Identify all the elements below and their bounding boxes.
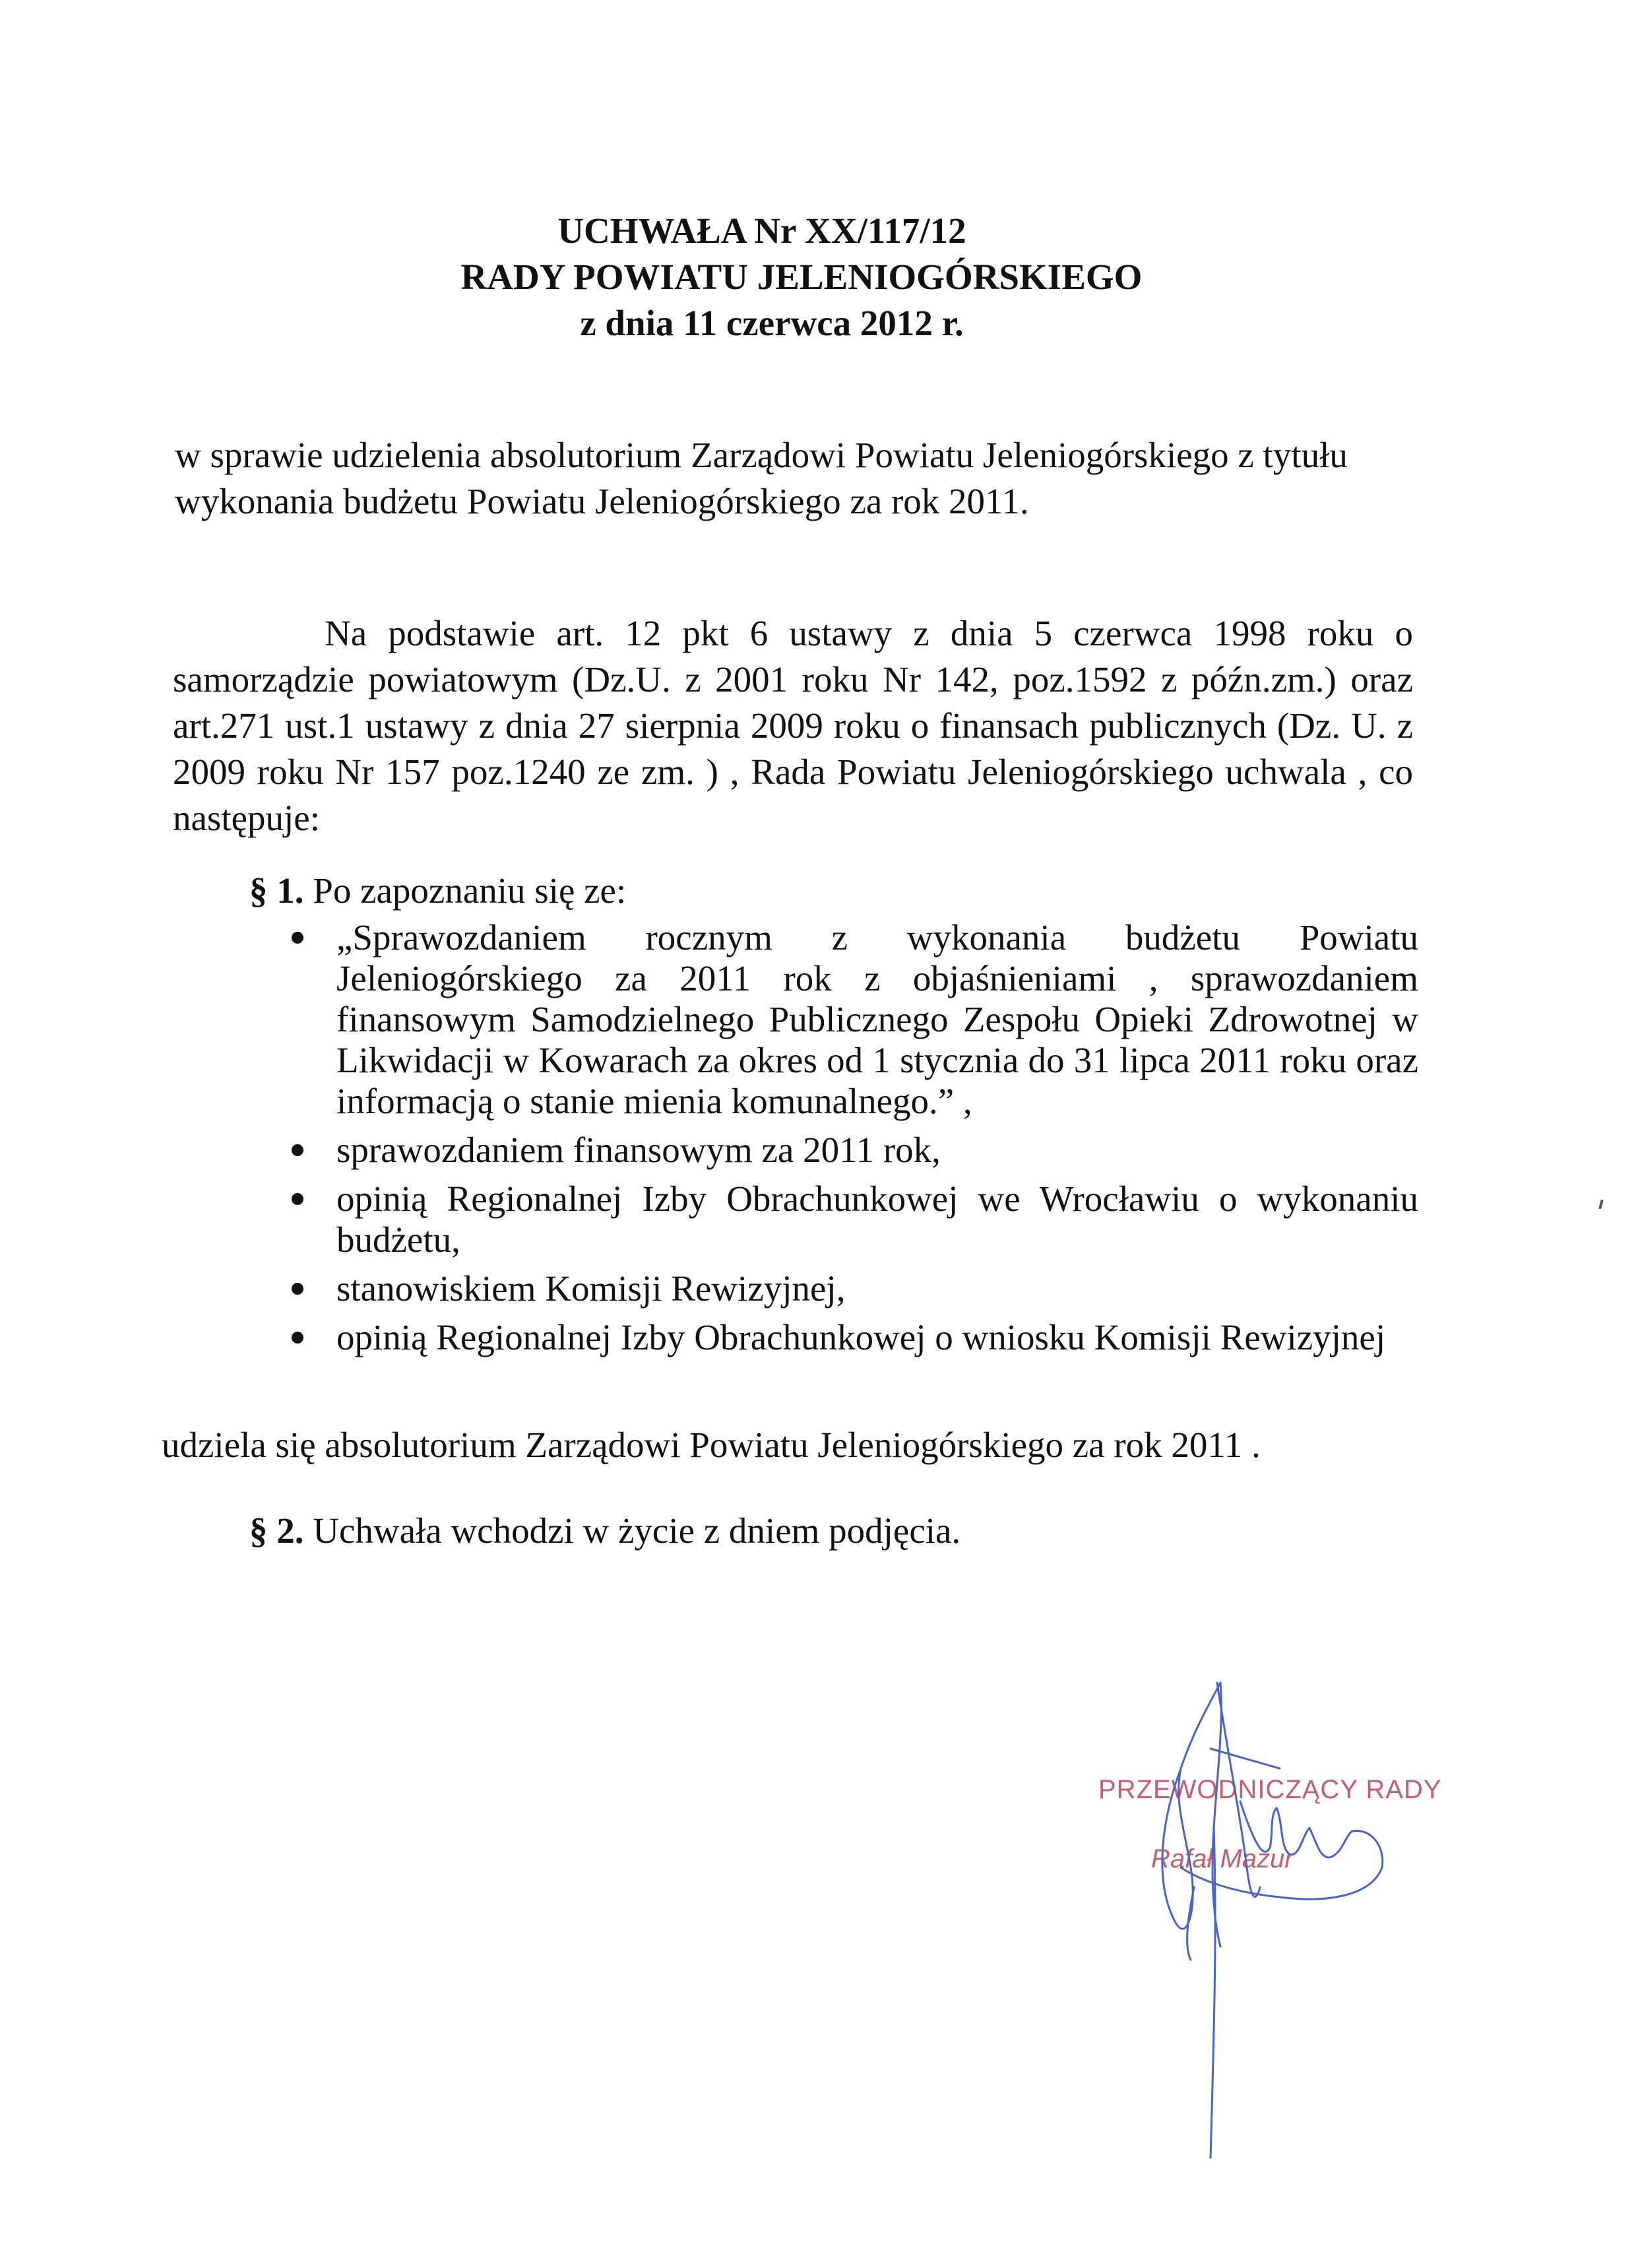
stamp-name: Rafał Mazur (1151, 1844, 1294, 1873)
signature-block (1082, 1669, 1478, 2171)
title-line-council: RADY POWIATU JELENIOGÓRSKIEGO (460, 257, 1143, 297)
bullet-text: opinią Regionalnej Izby Obrachunkowej o wniosku Komisji Rewizyjnej (336, 1317, 1386, 1357)
bullet-item (284, 1130, 1418, 1171)
bullet-dot-icon (292, 1144, 303, 1156)
bullet-dot-icon (292, 1332, 303, 1344)
section-1-intro: Po zapoznaniu się ze: (313, 870, 627, 911)
bullet-text: opinią Regionalnej Izby Obrachunkowej we Wrocławiu o wykonaniu budżetu, (336, 1179, 1418, 1260)
bullet-text: „Sprawozdaniem rocznym z wykonania budżetu Powiatu Jeleniogórskiego za 2011 rok z objaśnieniami , sprawozdaniem finansowym Samodzielnego Publicznego Zespołu Opieki Zdrowotnej w Likwidacji w Kowarach za okres od 1 stycznia do 31 lipca 2011 roku oraz informacją o stanie mienia komunalnego.” , (336, 917, 1418, 1121)
bullet-dot-icon (292, 1193, 303, 1205)
section-1-conclusion: udziela się absolutorium Zarządowi Powiatu Jeleniogórskiego za rok 2011 . (162, 1425, 1261, 1465)
legal-basis (173, 610, 1413, 841)
bullet-item (284, 1268, 1418, 1309)
section-2-number: § 2. (249, 1510, 304, 1551)
section-1-number: § 1. (249, 870, 304, 911)
stamp-title: PRZEWODNICZĄCY RADY (1098, 1775, 1442, 1804)
resolution-title (0, 208, 1636, 346)
bullet-item (284, 917, 1418, 1122)
subject-line-1: w sprawie udzielenia absolutorium Zarządowi Powiatu Jeleniogórskiego z tytułu (175, 435, 1348, 475)
section-1-heading (249, 868, 626, 914)
subject-line-2: wykonania budżetu Powiatu Jeleniogórskiego za rok 2011. (175, 481, 1029, 521)
bullet-text: sprawozdaniem finansowym za 2011 rok, (336, 1130, 941, 1170)
bullet-item (284, 1179, 1418, 1260)
bullet-dot-icon (292, 1283, 303, 1295)
scan-mark (1598, 1200, 1603, 1210)
section-2 (249, 1508, 960, 1554)
handwritten-signature-icon (1082, 1669, 1478, 2171)
bullet-dot-icon (292, 932, 303, 944)
section-2-text: Uchwała wchodzi w życie z dniem podjęcia. (313, 1510, 961, 1551)
resolution-subject (175, 432, 1428, 525)
bullet-item (284, 1317, 1418, 1358)
legal-basis-text: Na podstawie art. 12 pkt 6 ustawy z dnia 5 czerwca 1998 roku o samorządzie powiatowym (Dz.U. z 2001 roku Nr 142, poz.1592 z późn.zm.) oraz art.271 ust.1 ustawy z dnia 27 sierpnia 2009 roku o finansach publicznych (Dz. U. z 2009 roku Nr 157 poz.1240 ze zm. ) , Rada Powiatu Jeleniogórskiego uchwala , co następuje: (173, 613, 1413, 838)
section-1-bullet-list (284, 917, 1418, 1366)
title-line-number: UCHWAŁA Nr XX/117/12 (557, 211, 966, 251)
title-line-date: z dnia 11 czerwca 2012 r. (580, 303, 964, 343)
bullet-text: stanowiskiem Komisji Rewizyjnej, (336, 1268, 846, 1309)
